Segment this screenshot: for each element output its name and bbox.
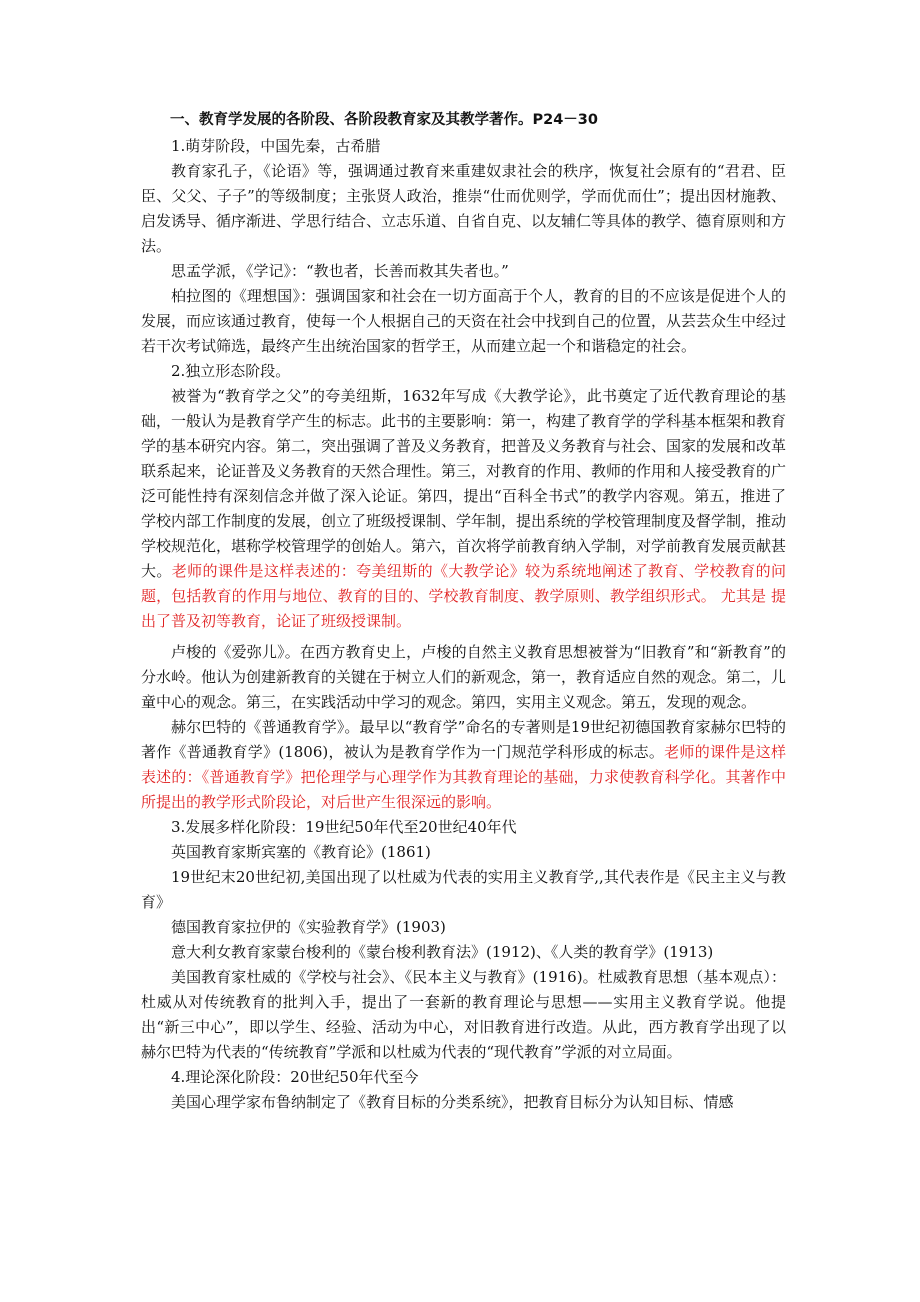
paragraph-confucius: 教育家孔子，《论语》等，强调通过教育来重建奴隶社会的秩序，恢复社会原有的“君君、臣臣、父父、子子”的等级制度；主张贤人政治，推崇“仕而优则学，学而优而仕”；提出因材施教、启发诱导、循序渐进、学思行结合、立志乐道、自省自克、以友辅仁等具体的教学、德育原则和方法。 [141, 162, 787, 255]
paragraph-rousseau: 卢梭的《爱弥儿》。在西方教育史上，卢梭的自然主义教育思想被誉为“旧教育”和“新教育”的分水岭。他认为创建新教育的关键在于树立人们的新观念，第一，教育适应自然的观念。第二，儿童中心的观念。第三，在实践活动中学习的观念。第四，实用主义观念。第五，发现的观念。 [141, 643, 787, 711]
section-title-4: 4.理论深化阶段：20世纪50年代至今 [171, 1068, 419, 1086]
comenius-teacher-note: 老师的课件是这样表述的：夸美纽斯的《大教学论》较为系统地阐述了教育、学校教育的问题，包括教育的作用与地位、教育的目的、学校教育制度、教学原则、教学组织形式。 尤其是 提出了普及初等教育，论证了班级授课制。 [141, 562, 786, 630]
paragraph-montessori: 意大利女教育家蒙台梭利的《蒙台梭利教育法》(1912)、《人类的教育学》(1913) [171, 943, 714, 961]
paragraph-dewey-intro: 19世纪末20世纪初,美国出现了以杜威为代表的实用主义教育学,,其代表作是《民主主义与教育》 [141, 868, 786, 911]
section-title-2: 2.独立形态阶段。 [171, 362, 291, 380]
herbart-teacher-note: 老师的课件是这样表述的：《普通教育学》把伦理学与心理学作为其教育理论的基础，力求使教育科学化。其著作中所提出的教学形式阶段论，对后世产生很深远的影响。 [141, 743, 786, 811]
herbart-text: 赫尔巴特的《普通教育学》。最早以“教育学”命名的专著则是19世纪初德国教育家赫尔巴特的著作《普通教育学》(1806)，被认为是教育学作为一门规范学科形成的标志。 [141, 718, 786, 761]
document-page [141, 108, 786, 1115]
paragraph-simeng: 思孟学派，《学记》：“教也者，长善而救其失者也。” [171, 262, 509, 280]
paragraph-bruner: 美国心理学家布鲁纳制定了《教育目标的分类系统》，把教育目标分为认知目标、情感 [171, 1093, 734, 1111]
paragraph-spencer: 英国教育家斯宾塞的《教育论》(1861) [171, 843, 431, 861]
page-heading: 一、教育学发展的各阶段、各阶段教育家及其教学著作。P24－30 [170, 112, 598, 128]
paragraph-lay: 德国教育家拉伊的《实验教育学》(1903) [171, 918, 446, 936]
section-title-1: 1.萌芽阶段，中国先秦，古希腊 [171, 137, 381, 155]
section-title-3: 3.发展多样化阶段：19世纪50年代至20世纪40年代 [171, 818, 517, 836]
paragraph-comenius [141, 384, 786, 634]
paragraph-herbart [141, 715, 786, 815]
paragraph-dewey: 美国教育家杜威的《学校与社会》、《民本主义与教育》(1916)。杜威教育思想（基本观点）：杜威从对传统教育的批判入手，提出了一套新的教育理论与思想——实用主义教育学说。他提出“新三中心”，即以学生、经验、活动为中心，对旧教育进行改造。从此，西方教育学出现了以赫尔巴特为代表的“传统教育”学派和以杜威为代表的“现代教育”学派的对立局面。 [141, 968, 786, 1061]
paragraph-plato: 柏拉图的《理想国》：强调国家和社会在一切方面高于个人，教育的目的不应该是促进个人的发展，而应该通过教育，使每一个人根据自己的天资在社会中找到自己的位置，从芸芸众生中经过若干次考试筛选，最终产生出统治国家的哲学王，从而建立起一个和谐稳定的社会。 [141, 287, 787, 355]
comenius-text: 被誉为“教育学之父”的夸美纽斯，1632年写成《大教学论》，此书奠定了近代教育理论的基础，一般认为是教育学产生的标志。此书的主要影响：第一，构建了教育学的学科基本框架和教育学的基本研究内容。第二，突出强调了普及义务教育，把普及义务教育与社会、国家的发展和改革联系起来，论证普及义务教育的天然合理性。第三，对教育的作用、教师的作用和人接受教育的广泛可能性持有深刻信念并做了深入论证。第四，提出“百科全书式”的教学内容观。第五，推进了学校内部工作制度的发展，创立了班级授课制、学年制，提出系统的学校管理制度及督学制，推动学校规范化，堪称学校管理学的创始人。第六，首次将学前教育纳入学制，对学前教育发展贡献甚大。 [141, 387, 787, 580]
